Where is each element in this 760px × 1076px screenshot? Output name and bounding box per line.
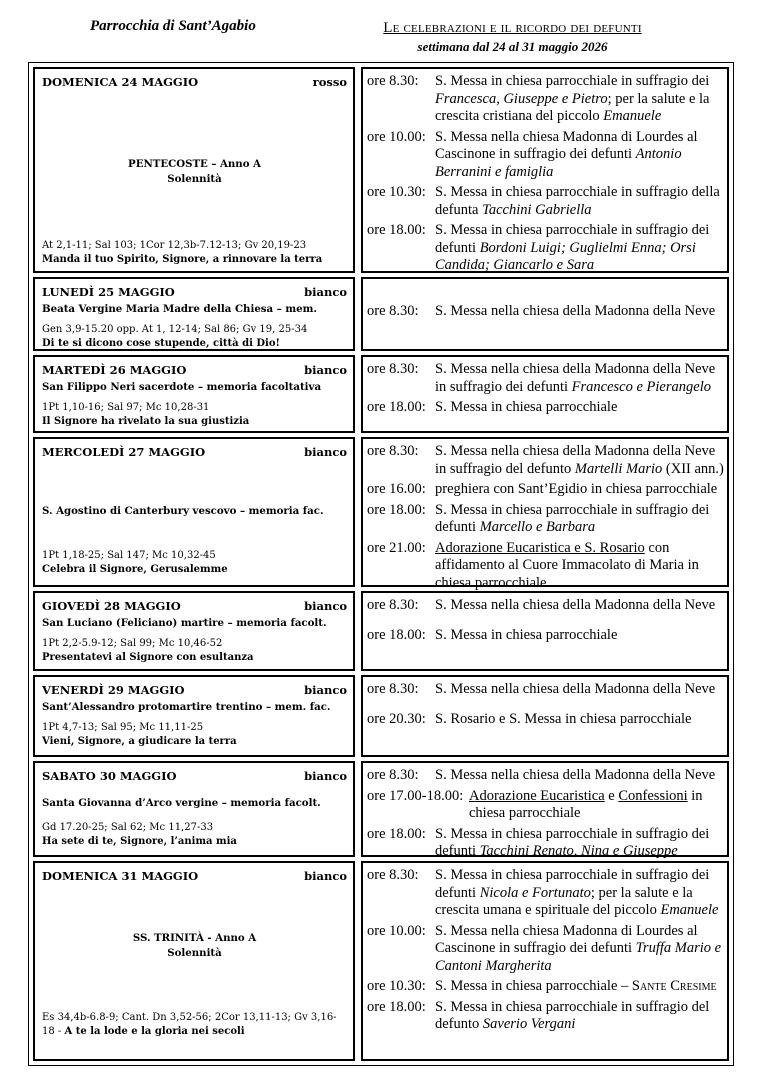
mass-time: ore 18.00: [367,825,426,842]
masses-cell [361,591,729,671]
psalm-response: Presentatevi al Signore con esultanza [42,652,254,663]
celebration-name: Beata Vergine Maria Madre della Chiesa – mem. [42,303,317,315]
mass-list [367,867,725,1037]
readings-refs: 1Pt 1,10-16; Sal 97; Mc 10,28-31 [42,402,210,413]
celebration-name: Sant’Alessandro protomartire trentino – mem. fac. [42,701,331,713]
mass-text: S. Messa nella chiesa della Madonna della Neve [435,303,716,319]
liturgy-cell [33,67,355,273]
mass-text: S. Messa nella chiesa della Madonna della Neve in suffragio del defunto [435,443,716,477]
mass-text: S. Messa in chiesa parrocchiale in suffragio dei [435,73,710,89]
mass-text: e [604,787,619,804]
masses-cell [361,861,729,1061]
mass-text: ; per la salute e la crescita umana e spirituale del piccolo [435,884,693,918]
mass-time: ore 21.00: [367,539,426,556]
mass-list [367,303,725,324]
liturgical-color: bianco [304,445,347,459]
day-date [42,363,347,377]
mass-time: ore 8.30: [367,73,419,89]
day-row [29,67,733,273]
deceased-names: Truffa Mario e Cantoni Margherita [435,940,722,974]
day-row [29,277,733,351]
readings [42,721,347,749]
mass-entry [367,502,725,537]
mass-time: ore 18.00: [367,399,426,415]
masses-cell [361,761,729,857]
masses-cell [361,67,729,273]
mass-entry [367,540,725,593]
mass-text: con affidamento al Cuore Immacolato di Maria in chiesa parrocchiale [435,539,699,591]
readings-refs: Gd 17.20-25; Sal 62; Mc 11,27-33 [42,822,214,833]
day-date [42,445,347,459]
mass-text: S. Messa nella chiesa Madonna di Lourdes al Cascinone in suffragio dei defunti [435,128,698,162]
mass-text: S. Messa nella chiesa Madonna di Lourdes al Cascinone in suffragio dei defunti [435,922,698,956]
day-date [42,285,347,299]
mass-entry [367,767,725,785]
readings-refs: 1Pt 2,2-5.9-12; Sal 99; Mc 10,46-52 [42,638,223,649]
readings [42,239,347,267]
psalm-response: Vieni, Signore, a giudicare la terra [42,736,237,747]
mass-time: ore 8.30: [367,597,419,613]
deceased-names: Nicola e Fortunato [479,884,591,901]
liturgical-color: bianco [304,769,347,783]
celebration-name: S. Agostino di Canterbury vescovo – memoria fac. [42,505,324,517]
mass-entry [367,867,725,920]
mass-list [367,767,725,864]
liturgical-color: bianco [304,285,347,299]
celebration-name: Santa Giovanna d’Arco vergine – memoria facolt. [42,797,321,809]
celebration [42,303,347,315]
mass-list [367,681,725,731]
deceased-names: Saverio Vergani [482,1016,576,1032]
day-row [29,675,733,757]
mass-text: S. Messa in chiesa parrocchiale in suffragio dei defunti [435,501,710,535]
mass-text: S. Messa nella chiesa della Madonna della Neve [435,767,716,783]
celebration [42,931,347,961]
mass-time: ore 18.00: [367,501,426,518]
readings [42,323,347,351]
masses-cell [361,277,729,351]
mass-entry [367,361,725,396]
day-row [29,761,733,857]
celebration-name: San Filippo Neri sacerdote – memoria facoltativa [42,381,322,393]
mass-time: ore 18.00: [367,998,426,1015]
liturgy-cell [33,591,355,671]
date-label: DOMENICA 24 MAGGIO [42,75,199,89]
mass-time: ore 8.30: [367,767,419,783]
mass-entry [367,129,725,182]
mass-time: ore 10.30: [367,184,426,200]
mass-text: S. Messa in chiesa parrocchiale [435,626,618,643]
mass-list [367,443,725,595]
date-label: SABATO 30 MAGGIO [42,769,177,783]
date-label: GIOVEDÌ 28 MAGGIO [42,599,181,613]
liturgy-cell [33,355,355,433]
highlight-text: Confessioni [618,787,688,804]
date-label: DOMENICA 31 MAGGIO [42,869,199,883]
celebration-name: San Luciano (Feliciano) martire – memoria facolt. [42,617,327,629]
day-row [29,355,733,433]
mass-time: ore 8.30: [367,867,419,883]
liturgy-cell [33,761,355,857]
liturgy-cell [33,437,355,587]
deceased-names: Francesco e Pierangelo [571,378,711,395]
liturgical-color: bianco [304,683,347,697]
liturgical-color: bianco [304,363,347,377]
mass-text: preghiera con Sant’Egidio in chiesa parrocchiale [435,481,718,497]
readings [42,1011,347,1039]
masses-cell [361,437,729,591]
deceased-names: Francesca, Giuseppe e Pietro [435,90,608,107]
liturgy-cell [33,675,355,757]
date-label: MARTEDÌ 26 MAGGIO [42,363,187,377]
celebration [42,617,347,629]
mass-entry [367,222,725,275]
mass-text: in chiesa parrocchiale [469,787,703,821]
deceased-names: Antonio Berranini e famiglia [435,146,682,180]
mass-entry [367,788,725,823]
mass-entry [367,923,725,976]
mass-entry [367,597,725,615]
readings [42,821,347,849]
document-header [340,20,685,55]
mass-text: S. Messa nella chiesa della Madonna della Neve in suffragio dei defunti [435,361,716,395]
mass-time: ore 17.00-18.00: [367,787,464,804]
mass-text: S. Messa in chiesa parrocchiale in suffragio del defunto [435,998,710,1032]
mass-time: ore 16.00: [367,481,426,497]
psalm-response: Ha sete di te, Signore, l’anima mia [42,836,237,847]
date-label: VENERDÌ 29 MAGGIO [42,683,185,697]
psalm-response: Celebra il Signore, Gerusalemme [42,564,228,575]
mass-time: ore 10.30: [367,978,426,994]
readings [42,549,347,577]
mass-text: S. Messa in chiesa parrocchiale in suffragio dei defunti [435,222,710,256]
day-row [29,591,733,671]
mass-entry [367,627,725,645]
mass-entry [367,978,725,996]
celebration-rank: Solennità [167,947,222,959]
celebration [42,381,347,393]
celebration [42,505,347,517]
deceased-names: Tacchini Renato, Nina e Giuseppe [479,843,678,859]
deceased-names: Marcello e Barbara [479,519,596,535]
mass-text: S. Messa nella chiesa della Madonna della Neve [435,681,716,697]
mass-time: ore 10.00: [367,922,426,939]
mass-text: S. Messa nella chiesa della Madonna della Neve [435,597,716,613]
liturgical-color: bianco [304,599,347,613]
mass-time: ore 10.00: [367,128,426,145]
day-date [42,683,347,697]
psalm-response: Il Signore ha rivelato la sua giustizia [42,416,250,427]
liturgy-cell [33,861,355,1061]
celebration [42,701,347,713]
mass-entry [367,399,725,417]
masses-cell [361,355,729,433]
deceased-names: Martelli Mario [574,460,663,477]
psalm-response: Di te si dicono cose stupende, città di Dio! [42,338,280,349]
day-date [42,599,347,613]
mass-time: ore 8.30: [367,361,419,377]
mass-text: S. Messa in chiesa parrocchiale in suffragio dei defunti [435,825,710,859]
day-date [42,75,347,89]
mass-entry [367,711,725,729]
document-subtitle: settimana dal 24 al 31 maggio 2026 [417,39,608,54]
day-row [29,861,733,1061]
mass-time: ore 18.00: [367,626,426,643]
mass-time: ore 8.30: [367,303,419,319]
celebration-name: SS. TRINITÀ - Anno A [132,932,257,944]
readings-refs: At 2,1-11; Sal 103; 1Cor 12,3b-7.12-13; Gv 20,19-23 [42,240,307,251]
date-label: LUNEDÌ 25 MAGGIO [42,285,175,299]
weekly-schedule [28,62,734,1066]
mass-time: ore 8.30: [367,443,419,459]
deceased-names: Bordoni Luigi; Guglielmi Enna; Orsi Candida; Giancarlo e Sara [435,239,696,273]
date-label: MERCOLEDÌ 27 MAGGIO [42,445,206,459]
mass-time: ore 18.00: [367,222,426,238]
highlight-text: Adorazione Eucaristica [469,787,605,804]
deceased-names: Tacchini Gabriella [482,201,592,218]
mass-text: ; per la salute e la crescita cristiana del piccolo [435,90,710,124]
mass-time: ore 20.30: [367,710,426,727]
readings-refs: Gen 3,9-15.20 opp. At 1, 12-14; Sal 86; Gv 19, 25-34 [42,324,308,335]
mass-text: S. Messa in chiesa parrocchiale [435,399,618,415]
mass-text: S. Messa in chiesa parrocchiale in suffragio della defunta [435,184,720,218]
parish-name: Parrocchia di Sant’Agabio [90,18,256,34]
mass-text: S. Messa in chiesa parrocchiale in suffragio dei defunti [435,867,710,901]
mass-text: S. Messa in chiesa parrocchiale – [435,978,632,994]
liturgical-color: rosso [312,75,347,89]
readings-refs: 1Pt 4,7-13; Sal 95; Mc 11,11-25 [42,722,204,733]
mass-list [367,597,725,647]
readings [42,401,347,429]
event-name: Sante Cresime [631,978,717,994]
mass-list [367,361,725,420]
mass-time: ore 8.30: [367,681,419,697]
document-title: Le celebrazioni e il ricordo dei defunti [383,20,642,36]
mass-entry [367,303,725,321]
mass-entry [367,443,725,478]
day-row [29,437,733,591]
mass-entry [367,481,725,499]
person-name: Emanuele [603,108,662,124]
mass-text: (XII ann.) [662,460,724,477]
celebration-name: PENTECOSTE – Anno A [128,158,261,170]
liturgical-color: bianco [304,869,347,883]
mass-entry [367,184,725,219]
celebration [42,797,347,809]
psalm-response: Manda il tuo Spirito, Signore, a rinnovare la terra [42,254,323,265]
celebration [42,157,347,187]
highlight-text: Adorazione Eucaristica e S. Rosario [435,539,645,556]
person-name: Emanuele [660,902,719,918]
readings-refs: 1Pt 1,18-25; Sal 147; Mc 10,32-45 [42,550,216,561]
readings [42,637,347,665]
readings-refs: Es 34,4b-6.8-9; Cant. Dn 3,52-56; 2Cor 13,11-13; Gv 3,16-18 - [42,1012,337,1037]
mass-entry [367,999,725,1034]
mass-entry [367,826,725,861]
mass-text: S. Rosario e S. Messa in chiesa parrocchiale [435,710,692,727]
mass-entry [367,681,725,699]
day-date [42,869,347,883]
mass-entry [367,73,725,126]
masses-cell [361,675,729,757]
celebration-rank: Solennità [167,173,222,185]
liturgy-cell [33,277,355,351]
mass-list [367,73,725,278]
psalm-response: A te la lode e la gloria nei secoli [64,1026,245,1037]
day-date [42,769,347,783]
